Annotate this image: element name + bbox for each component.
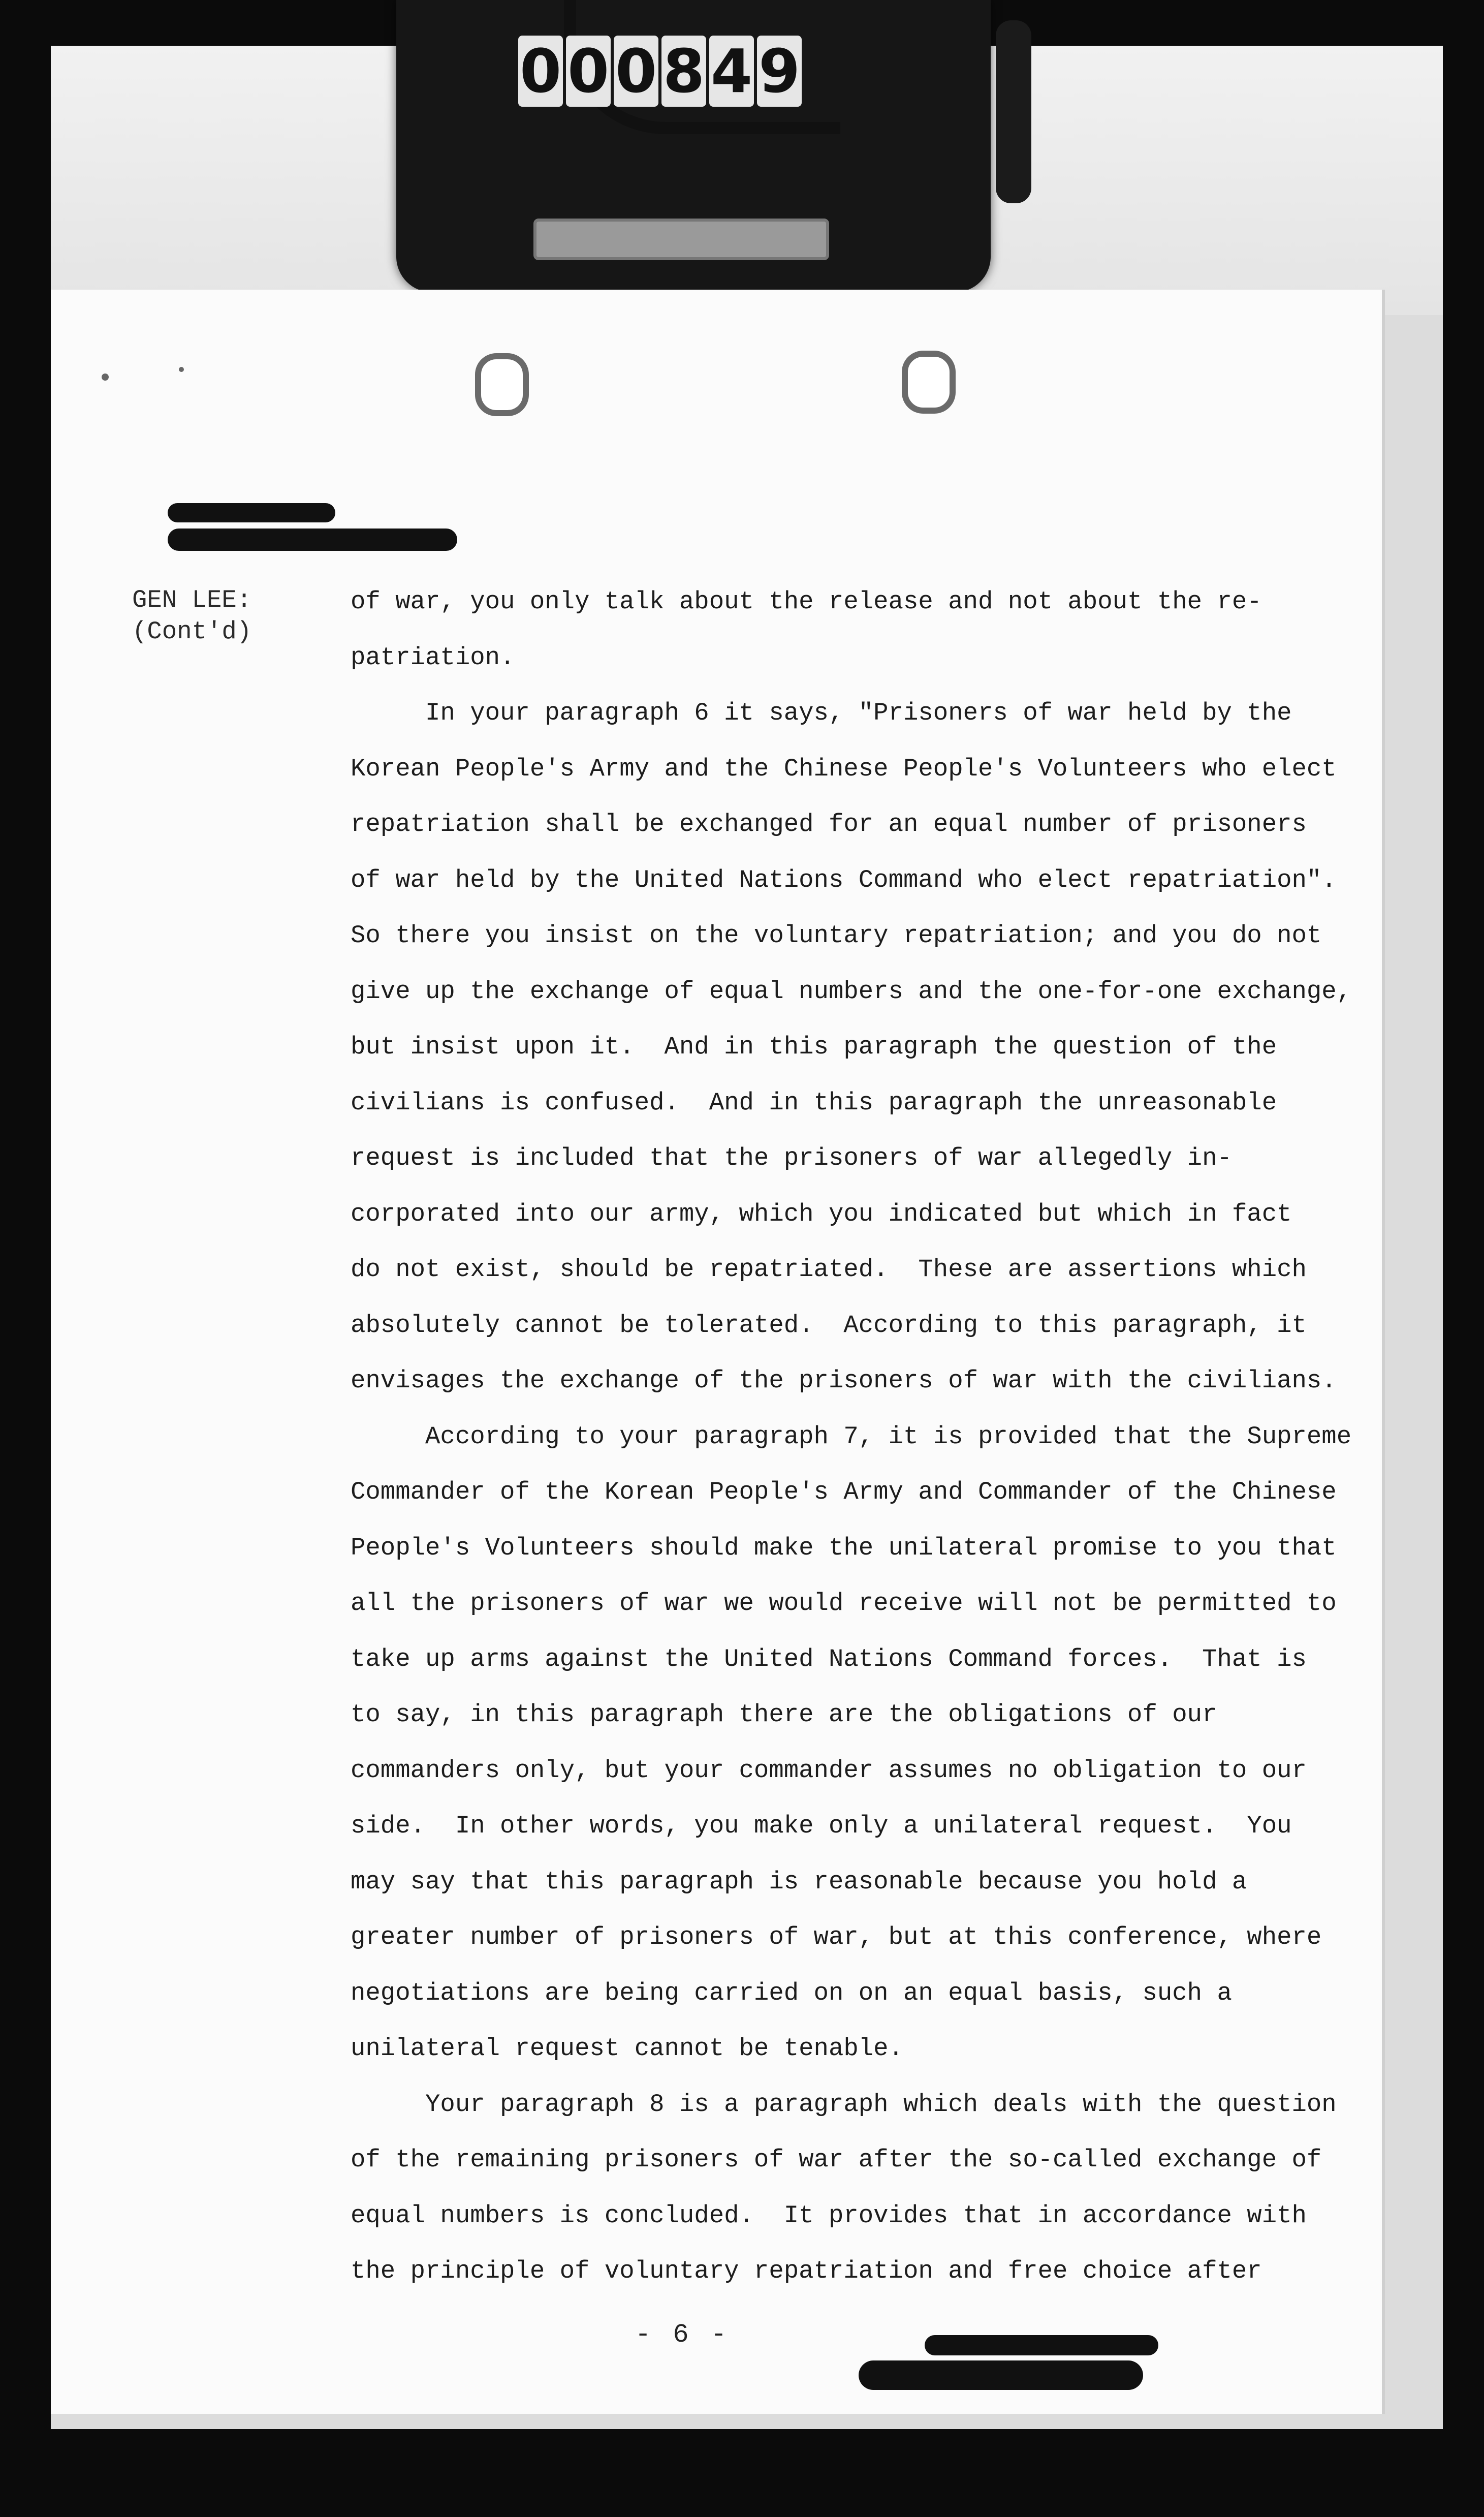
counter-plate <box>533 219 829 260</box>
text-line: absolutely cannot be tolerated. According to this paragraph, it <box>351 1311 1307 1340</box>
text-line: request is included that the prisoners of war allegedly in- <box>351 1144 1232 1172</box>
text-line: According to your paragraph 7, it is provided that the Supreme <box>351 1422 1352 1451</box>
text-line: of the remaining prisoners of war after the so-called exchange of <box>351 2146 1322 2174</box>
speaker-name: GEN LEE: <box>132 586 252 614</box>
text-line: take up arms against the United Nations Command forces. That is <box>351 1644 1307 1673</box>
text-line: civilians is confused. And in this paragraph the unreasonable <box>351 1088 1277 1117</box>
text-line: People's Volunteers should make the unilateral promise to you that <box>351 1533 1337 1562</box>
text-line: Korean People's Army and the Chinese People's Volunteers who elect <box>351 754 1337 783</box>
redaction-mark <box>859 2360 1143 2390</box>
text-line: of war held by the United Nations Command who elect repatriation". <box>351 865 1337 894</box>
transcript-body <box>351 574 1352 2300</box>
counter-digit: 9 <box>757 36 802 107</box>
speaker-label <box>132 584 251 647</box>
text-line: Your paragraph 8 is a paragraph which deals with the question <box>351 2090 1337 2119</box>
counter-digit: 4 <box>709 36 754 107</box>
text-line: envisages the exchange of the prisoners of war with the civilians. <box>351 1366 1337 1395</box>
text-line: corporated into our army, which you indicated but which in fact <box>351 1199 1292 1228</box>
page-number: - 6 - <box>635 2320 730 2350</box>
counter-digit: 0 <box>518 36 563 107</box>
punch-hole-left <box>475 353 529 416</box>
text-line: all the prisoners of war we would receive will not be permitted to <box>351 1589 1337 1618</box>
text-line: may say that this paragraph is reasonable because you hold a <box>351 1867 1247 1896</box>
text-line: but insist upon it. And in this paragraph the question of the <box>351 1033 1277 1061</box>
counter-digit: 0 <box>566 36 611 107</box>
text-line: do not exist, should be repatriated. These are assertions which <box>351 1255 1307 1284</box>
text-line: patriation. <box>351 643 515 672</box>
punch-hole-right <box>902 351 956 414</box>
text-line: unilateral request cannot be tenable. <box>351 2034 903 2063</box>
text-line: Commander of the Korean People's Army and Commander of the Chinese <box>351 1478 1337 1506</box>
counter-knob <box>996 20 1031 203</box>
redaction-mark <box>168 529 457 551</box>
redaction-mark <box>925 2335 1158 2355</box>
text-line: of war, you only talk about the release and not about the re- <box>351 587 1262 616</box>
speck <box>102 374 109 381</box>
speck <box>179 367 184 372</box>
frame-counter-digits <box>518 36 802 107</box>
text-line: the principle of voluntary repatriation and free choice after <box>351 2257 1262 2285</box>
text-line: to say, in this paragraph there are the obligations of our <box>351 1700 1217 1729</box>
text-line: equal numbers is concluded. It provides that in accordance with <box>351 2201 1307 2230</box>
speaker-continued: (Cont'd) <box>132 617 252 646</box>
text-line: give up the exchange of equal numbers and the one-for-one exchange, <box>351 977 1352 1006</box>
text-line: greater number of prisoners of war, but at this conference, where <box>351 1923 1322 1951</box>
text-line: So there you insist on the voluntary repatriation; and you do not <box>351 921 1322 950</box>
text-line: In your paragraph 6 it says, "Prisoners of war held by the <box>351 699 1292 727</box>
counter-digit: 0 <box>614 36 658 107</box>
counter-digit: 8 <box>661 36 706 107</box>
text-line: commanders only, but your commander assumes no obligation to our <box>351 1756 1307 1785</box>
text-line: repatriation shall be exchanged for an equal number of prisoners <box>351 810 1307 838</box>
redaction-mark <box>168 503 335 522</box>
text-line: negotiations are being carried on on an equal basis, such a <box>351 1978 1232 2007</box>
text-line: side. In other words, you make only a unilateral request. You <box>351 1812 1292 1840</box>
